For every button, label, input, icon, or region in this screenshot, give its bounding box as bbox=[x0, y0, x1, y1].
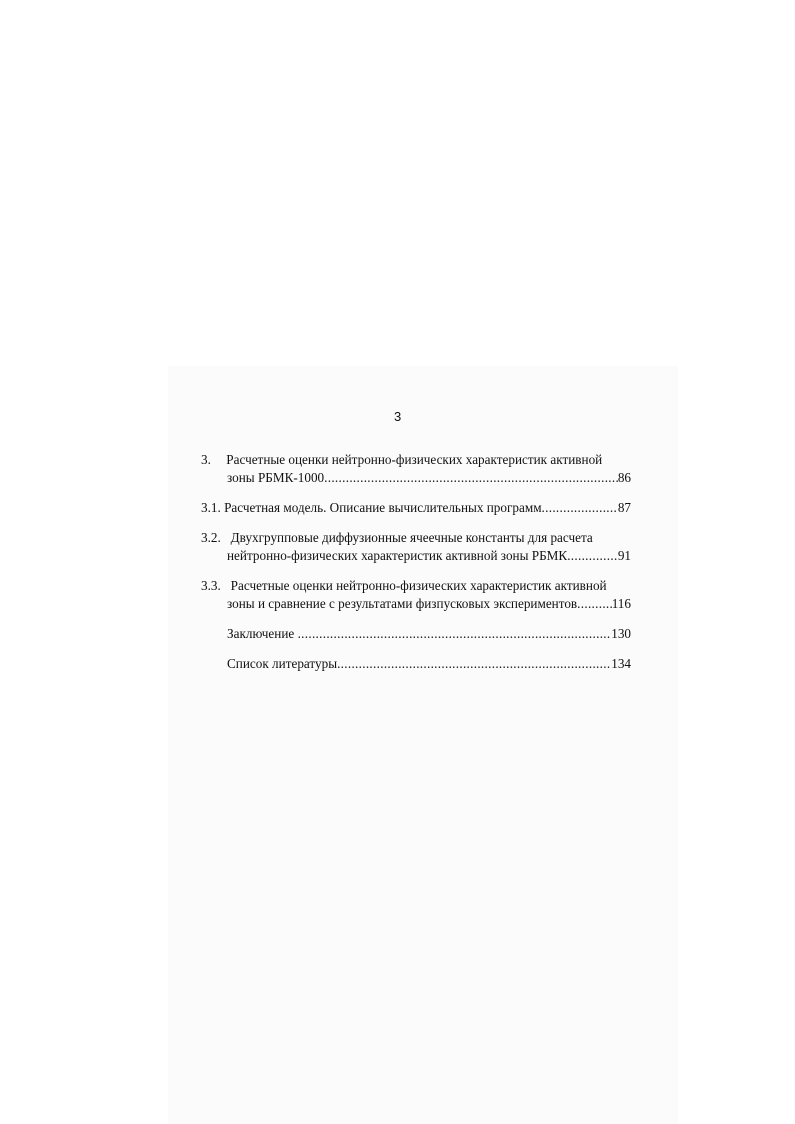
toc-entry-title: Заключение bbox=[227, 626, 295, 641]
toc-entry-page: 91 bbox=[617, 548, 631, 563]
page-number: 3 bbox=[394, 409, 402, 424]
toc-entry-title: Список литературы bbox=[227, 656, 338, 671]
toc-entry-title: Двухгрупповые диффузионные ячеечные константы для расчета bbox=[230, 530, 593, 545]
toc-entry-number: 3. bbox=[201, 452, 211, 467]
dot-leader bbox=[324, 469, 618, 487]
toc-entry-number: 3.2. bbox=[201, 530, 221, 545]
toc-entry-3-1 bbox=[201, 499, 631, 517]
toc-entry-3-3 bbox=[201, 577, 631, 613]
toc-entry-title-continued: нейтронно-физических характеристик активной зоны РБМК bbox=[227, 548, 568, 563]
table-of-contents bbox=[201, 451, 631, 685]
toc-entry-references bbox=[201, 655, 631, 673]
dot-leader bbox=[298, 625, 612, 643]
toc-entry-number: 3.3. bbox=[201, 578, 221, 593]
toc-entry-page: 87 bbox=[617, 500, 631, 515]
dot-leader bbox=[337, 655, 611, 673]
toc-entry-page: 116 bbox=[611, 596, 631, 611]
toc-entry-title: Расчетные оценки нейтронно-физических характеристик активной bbox=[230, 578, 607, 593]
dot-leader bbox=[567, 547, 618, 565]
toc-entry-title: Расчетная модель. Описание вычислительных программ bbox=[224, 500, 542, 515]
toc-entry-conclusion bbox=[201, 625, 631, 643]
toc-entry-page: 134 bbox=[611, 656, 631, 671]
dot-leader bbox=[542, 499, 618, 517]
toc-entry-title-continued: зоны РБМК-1000 bbox=[227, 470, 325, 485]
toc-entry-page: 86 bbox=[617, 470, 631, 485]
toc-entry-3 bbox=[201, 451, 631, 487]
toc-entry-title-continued: зоны и сравнение с результатами физпусковых экспериментов bbox=[227, 596, 578, 611]
toc-entry-title: Расчетные оценки нейтронно-физических характеристик активной bbox=[226, 452, 603, 467]
toc-entry-number: 3.1. bbox=[201, 500, 221, 515]
dot-leader bbox=[577, 595, 612, 613]
toc-entry-page: 130 bbox=[611, 626, 631, 641]
toc-entry-3-2 bbox=[201, 529, 631, 565]
